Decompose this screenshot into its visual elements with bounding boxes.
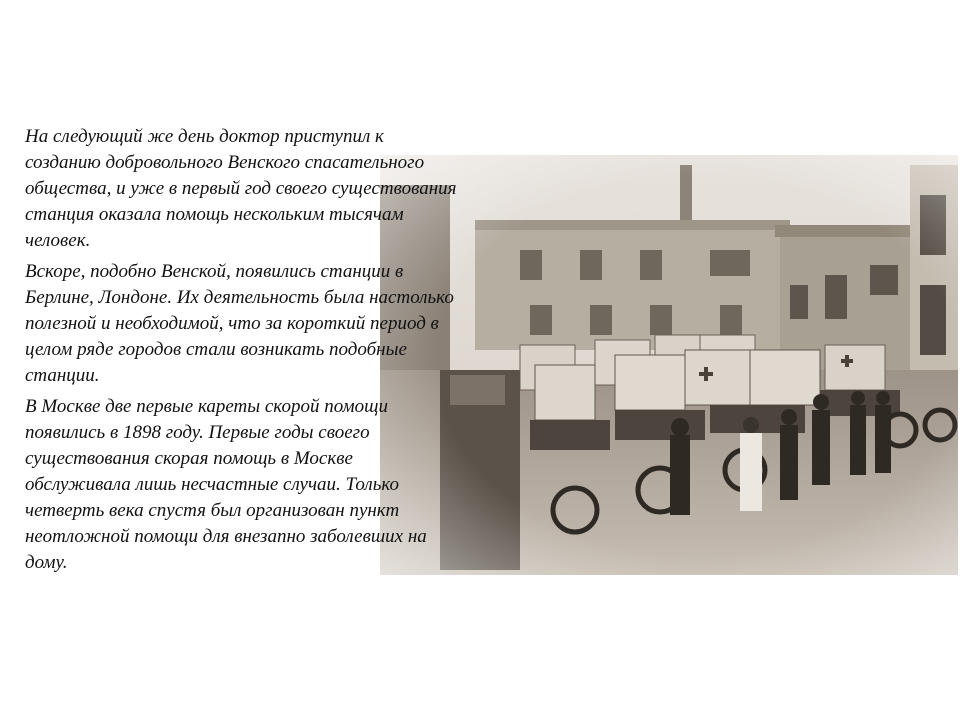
paragraph-3 — [25, 394, 555, 576]
paragraph-1 — [25, 124, 555, 254]
text-line: неотложной помощи для внезапно заболевших на — [25, 526, 427, 547]
text-line: человек. — [25, 230, 91, 251]
text-line: существования скорая помощь в Москве — [25, 448, 353, 469]
text-line: целом ряде городов стали возникать подобные — [25, 339, 407, 360]
text-line: На следующий же день доктор приступил к — [25, 126, 384, 147]
text-line: обслуживала лишь несчастные случаи. Только — [25, 474, 400, 495]
text-line: В Москве две первые кареты скорой помощи — [25, 396, 388, 417]
text-line: полезной и необходимой, что за короткий период в — [25, 313, 439, 334]
text-line: Вскоре, подобно Венской, появились станции в — [25, 261, 404, 282]
text-line: станции. — [25, 365, 100, 386]
text-line: четверть века спустя был организован пункт — [25, 500, 400, 521]
body-text — [25, 124, 555, 581]
paragraph-2 — [25, 259, 555, 389]
text-line: дому. — [25, 552, 68, 573]
text-line: Берлине, Лондоне. Их деятельность была настолько — [25, 287, 454, 308]
text-line: созданию добровольного Венского спасательного — [25, 152, 425, 173]
text-line: общества, и уже в первый год своего существования — [25, 178, 457, 199]
text-line: станция оказала помощь нескольким тысячам — [25, 204, 404, 225]
text-line: появились в 1898 году. Первые годы своего — [25, 422, 370, 443]
